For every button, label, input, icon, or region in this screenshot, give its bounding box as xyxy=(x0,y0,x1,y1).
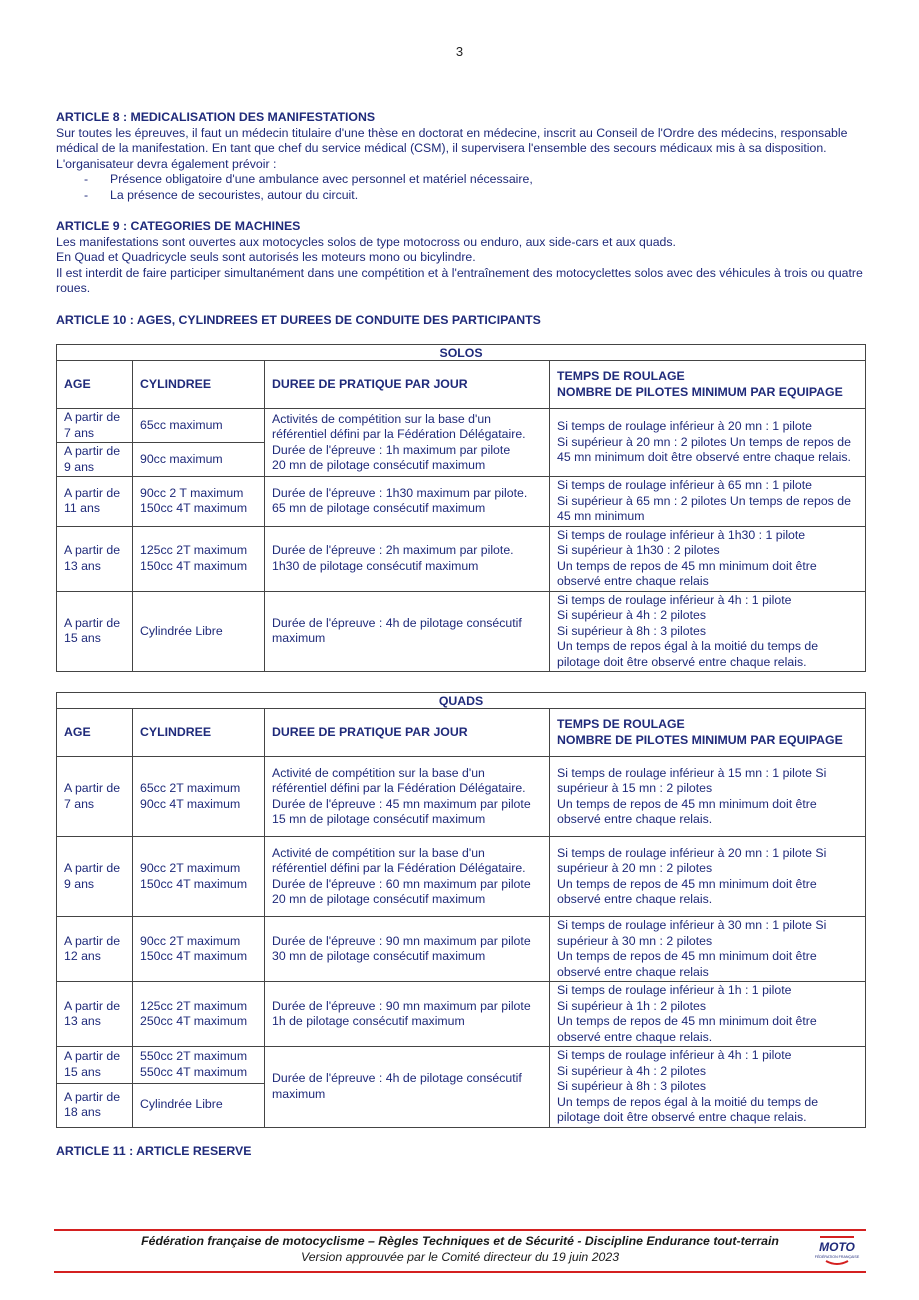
temps-line: Si temps de roulage inférieur à 20 mn : 1 pilote xyxy=(557,419,812,434)
duree-line: Durée de l'épreuve : 45 mn maximum par pilote xyxy=(272,796,531,811)
table-row xyxy=(57,409,866,443)
article-9 xyxy=(56,219,866,297)
cylindree-cell xyxy=(133,757,265,837)
age-cell: A partir de 9 ans xyxy=(57,837,133,917)
quads-table xyxy=(56,692,866,1128)
age-cell: A partir de 7 ans xyxy=(57,409,133,443)
temps-line: Si temps de roulage inférieur à 4h : 1 pilote xyxy=(557,592,792,607)
temps-cell xyxy=(550,526,866,591)
footer-bottom-rule xyxy=(54,1271,866,1273)
cylindree-cell: 65cc maximum xyxy=(133,409,265,443)
temps-line: Si temps de roulage inférieur à 15 mn : 1 pilote Si supérieur à 15 mn : 2 pilotes xyxy=(557,765,827,795)
list-item: - La présence de secouristes, autour du circuit. xyxy=(56,188,866,204)
age-cell: A partir de 7 ans xyxy=(57,757,133,837)
temps-line: Un temps de repos égal à la moitié du temps de pilotage doit être observé entre chaque relais. xyxy=(557,1094,819,1124)
duree-line: 1h30 de pilotage consécutif maximum xyxy=(272,558,479,573)
temps-cell xyxy=(550,757,866,837)
ffm-logo xyxy=(812,1233,862,1269)
duree-cell xyxy=(265,409,550,477)
temps-line: Un temps de repos de 45 mn minimum doit être observé entre chaque relais. xyxy=(557,1014,817,1044)
cylindree-line: 125cc 2T maximum xyxy=(140,998,248,1013)
temps-line: Un temps de repos de 45 mn minimum doit être observé entre chaque relais xyxy=(557,558,817,588)
quads-caption: QUADS xyxy=(57,693,866,709)
cylindree-line: 90cc 4T maximum xyxy=(140,796,241,811)
duree-cell xyxy=(265,837,550,917)
temps-cell xyxy=(550,917,866,982)
cylindree-line: 150cc 4T maximum xyxy=(140,876,248,891)
duree-line: Durée de l'épreuve : 90 mn maximum par pilote xyxy=(272,933,531,948)
age-cell: A partir de 9 ans xyxy=(57,443,133,477)
svg-text:FÉDÉRATION FRANÇAISE: FÉDÉRATION FRANÇAISE xyxy=(814,1255,860,1259)
cylindree-cell: Cylindrée Libre xyxy=(133,591,265,672)
header-temps xyxy=(550,709,866,757)
header-temps-line-1: TEMPS DE ROULAGE xyxy=(557,717,685,731)
document-body xyxy=(56,110,866,1159)
temps-line: Si temps de roulage inférieur à 4h : 1 pilote xyxy=(557,1048,792,1062)
cylindree-line: 90cc 2T maximum xyxy=(140,933,241,948)
temps-line: Si temps de roulage inférieur à 1h : 1 pilote xyxy=(557,983,792,997)
article-8-paragraph-2: L'organisateur devra également prévoir : xyxy=(56,156,277,171)
header-cylindree: CYLINDREE xyxy=(133,709,265,757)
table-row xyxy=(57,591,866,672)
cylindree-line: 150cc 4T maximum xyxy=(140,558,248,573)
age-cell: A partir de 15 ans xyxy=(57,591,133,672)
table-row xyxy=(57,1047,866,1084)
header-age: AGE xyxy=(57,709,133,757)
duree-line: 1h de pilotage consécutif maximum xyxy=(272,1014,465,1028)
footer-top-rule xyxy=(54,1229,866,1231)
table-row xyxy=(57,757,866,837)
list-item: - Présence obligatoire d'une ambulance avec personnel et matériel nécessaire, xyxy=(56,172,866,188)
duree-cell xyxy=(265,526,550,591)
article-9-paragraph-1: Les manifestations sont ouvertes aux motocycles solos de type motocross ou enduro, aux side-cars et aux quads. xyxy=(56,234,676,249)
temps-cell xyxy=(550,477,866,527)
temps-line: Si supérieur à 65 mn : 2 pilotes Un temps de repos de 45 mn minimum xyxy=(557,493,851,523)
header-temps-line-2: NOMBRE DE PILOTES MINIMUM PAR EQUIPAGE xyxy=(557,384,843,399)
header-cylindree: CYLINDREE xyxy=(133,361,265,409)
header-age: AGE xyxy=(57,361,133,409)
age-cell: A partir de 13 ans xyxy=(57,526,133,591)
cylindree-cell xyxy=(133,837,265,917)
duree-line: Durée de l'épreuve : 2h maximum par pilote. xyxy=(272,543,514,557)
header-temps xyxy=(550,361,866,409)
temps-line: Un temps de repos de 45 mn minimum doit être observé entre chaque relais xyxy=(557,949,817,979)
cylindree-cell xyxy=(133,477,265,527)
temps-line: Si temps de roulage inférieur à 65 mn : 1 pilote xyxy=(557,478,812,492)
temps-line: Si supérieur à 8h : 3 pilotes xyxy=(557,623,707,638)
temps-line: Si supérieur à 4h : 2 pilotes xyxy=(557,608,707,622)
duree-line: Durée de l'épreuve : 1h maximum par pilote xyxy=(272,442,511,457)
temps-line: Si temps de roulage inférieur à 20 mn : 1 pilote Si supérieur à 20 mn : 2 pilotes xyxy=(557,845,827,875)
duree-cell: Durée de l'épreuve : 4h de pilotage consécutif maximum xyxy=(265,1047,550,1128)
svg-text:MOTO: MOTO xyxy=(819,1240,855,1254)
article-8-title: ARTICLE 8 : MEDICALISATION DES MANIFESTATIONS xyxy=(56,110,376,124)
cylindree-line: 150cc 4T maximum xyxy=(140,501,248,516)
table-row xyxy=(57,837,866,917)
cylindree-line: 125cc 2T maximum xyxy=(140,543,248,557)
page-number: 3 xyxy=(455,44,464,59)
duree-line: 30 mn de pilotage consécutif maximum xyxy=(272,949,486,963)
solos-table xyxy=(56,344,866,672)
temps-line: Si temps de roulage inférieur à 1h30 : 1 pilote xyxy=(557,527,806,542)
article-8-list xyxy=(56,172,866,203)
age-cell: A partir de 11 ans xyxy=(57,477,133,527)
duree-line: 20 mn de pilotage consécutif maximum xyxy=(272,892,486,906)
duree-line: Durée de l'épreuve : 1h30 maximum par pilote. xyxy=(272,485,528,500)
cylindree-line: 250cc 4T maximum xyxy=(140,1014,248,1028)
duree-line: Activité de compétition sur la base d'un référentiel défini par la Fédération Délégataire. xyxy=(272,845,526,875)
cylindree-line: 65cc 2T maximum xyxy=(140,781,241,795)
article-8 xyxy=(56,110,866,203)
temps-line: Un temps de repos égal à la moitié du temps de pilotage doit être observé entre chaque relais. xyxy=(557,639,819,669)
cylindree-line: 550cc 2T maximum xyxy=(140,1049,248,1064)
duree-line: Durée de l'épreuve : 60 mn maximum par pilote xyxy=(272,876,531,891)
duree-line: 15 mn de pilotage consécutif maximum xyxy=(272,812,486,826)
cylindree-cell xyxy=(133,917,265,982)
temps-line: Un temps de repos de 45 mn minimum doit être observé entre chaque relais. xyxy=(557,876,817,906)
article-11-title: ARTICLE 11 : ARTICLE RESERVE xyxy=(56,1143,252,1158)
footer-line-1: Fédération française de motocyclisme – Règles Techniques et de Sécurité - Discipline Endurance tout-terrain xyxy=(141,1234,779,1248)
duree-line: 20 mn de pilotage consécutif maximum xyxy=(272,458,486,472)
temps-cell xyxy=(550,409,866,477)
age-cell: A partir de 15 ans xyxy=(57,1047,133,1084)
table-row xyxy=(57,526,866,591)
header-duree: DUREE DE PRATIQUE PAR JOUR xyxy=(265,361,550,409)
temps-line: Si supérieur à 1h : 2 pilotes xyxy=(557,998,707,1013)
cylindree-cell xyxy=(133,526,265,591)
temps-cell xyxy=(550,982,866,1047)
age-cell: A partir de 13 ans xyxy=(57,982,133,1047)
cylindree-line: 90cc 2 T maximum xyxy=(140,485,244,500)
temps-line: Un temps de repos de 45 mn minimum doit être observé entre chaque relais. xyxy=(557,796,817,826)
temps-cell xyxy=(550,1047,866,1128)
header-temps-line-1: TEMPS DE ROULAGE xyxy=(557,369,685,383)
article-10-title: ARTICLE 10 : AGES, CYLINDREES ET DUREES DE CONDUITE DES PARTICIPANTS xyxy=(56,312,541,327)
temps-line: Si temps de roulage inférieur à 30 mn : 1 pilote Si supérieur à 30 mn : 2 pilotes xyxy=(557,918,827,948)
solos-caption: SOLOS xyxy=(57,345,866,361)
footer-line-2: Version approuvée par le Comité directeur du 19 juin 2023 xyxy=(300,1250,620,1264)
cylindree-cell xyxy=(133,982,265,1047)
header-temps-line-2: NOMBRE DE PILOTES MINIMUM PAR EQUIPAGE xyxy=(557,732,843,747)
temps-line: Si supérieur à 4h : 2 pilotes xyxy=(557,1063,707,1078)
duree-cell xyxy=(265,757,550,837)
ffm-logo-icon xyxy=(812,1233,862,1269)
age-cell: A partir de 18 ans xyxy=(57,1083,133,1127)
footer xyxy=(100,1233,820,1265)
temps-line: Si supérieur à 1h30 : 2 pilotes xyxy=(557,543,720,557)
temps-cell xyxy=(550,591,866,672)
duree-cell: Durée de l'épreuve : 4h de pilotage consécutif maximum xyxy=(265,591,550,672)
cylindree-cell xyxy=(133,1047,265,1084)
duree-cell xyxy=(265,982,550,1047)
cylindree-line: 90cc 2T maximum xyxy=(140,861,241,875)
age-cell: A partir de 12 ans xyxy=(57,917,133,982)
table-row xyxy=(57,917,866,982)
temps-cell xyxy=(550,837,866,917)
duree-line: Activité de compétition sur la base d'un référentiel défini par la Fédération Délégataire. xyxy=(272,765,526,795)
article-9-paragraph-3: Il est interdit de faire participer simultanément dans une compétition et à l'entraînement des motocyclettes solos avec des véhicules à trois ou quatre roues. xyxy=(56,265,863,295)
cylindree-line: 550cc 4T maximum xyxy=(140,1064,248,1079)
table-row xyxy=(57,982,866,1047)
temps-line: Si supérieur à 8h : 3 pilotes xyxy=(557,1079,707,1093)
duree-cell xyxy=(265,917,550,982)
cylindree-line: 150cc 4T maximum xyxy=(140,949,248,963)
temps-line: Si supérieur à 20 mn : 2 pilotes Un temps de repos de 45 mn minimum doit être observé entre chaque relais. xyxy=(557,434,851,465)
article-8-paragraph-1: Sur toutes les épreuves, il faut un médecin titulaire d'une thèse en doctorat en médecine, inscrit au Conseil de l'Ordre des médecins, responsable médical de la manifestation. En tant que chef du service médical (CSM), il supervisera l'ensemble des secours médicaux mis à sa disposition. xyxy=(56,125,848,155)
duree-line: Activités de compétition sur la base d'un référentiel défini par la Fédération Délégataire. xyxy=(272,411,526,441)
table-row xyxy=(57,477,866,527)
cylindree-cell: 90cc maximum xyxy=(133,443,265,477)
duree-cell xyxy=(265,477,550,527)
duree-line: Durée de l'épreuve : 90 mn maximum par pilote xyxy=(272,998,531,1013)
cylindree-cell: Cylindrée Libre xyxy=(133,1083,265,1127)
article-9-title: ARTICLE 9 : CATEGORIES DE MACHINES xyxy=(56,219,301,233)
duree-line: 65 mn de pilotage consécutif maximum xyxy=(272,501,486,516)
header-duree: DUREE DE PRATIQUE PAR JOUR xyxy=(265,709,550,757)
article-9-paragraph-2: En Quad et Quadricycle seuls sont autorisés les moteurs mono ou bicylindre. xyxy=(56,250,476,264)
